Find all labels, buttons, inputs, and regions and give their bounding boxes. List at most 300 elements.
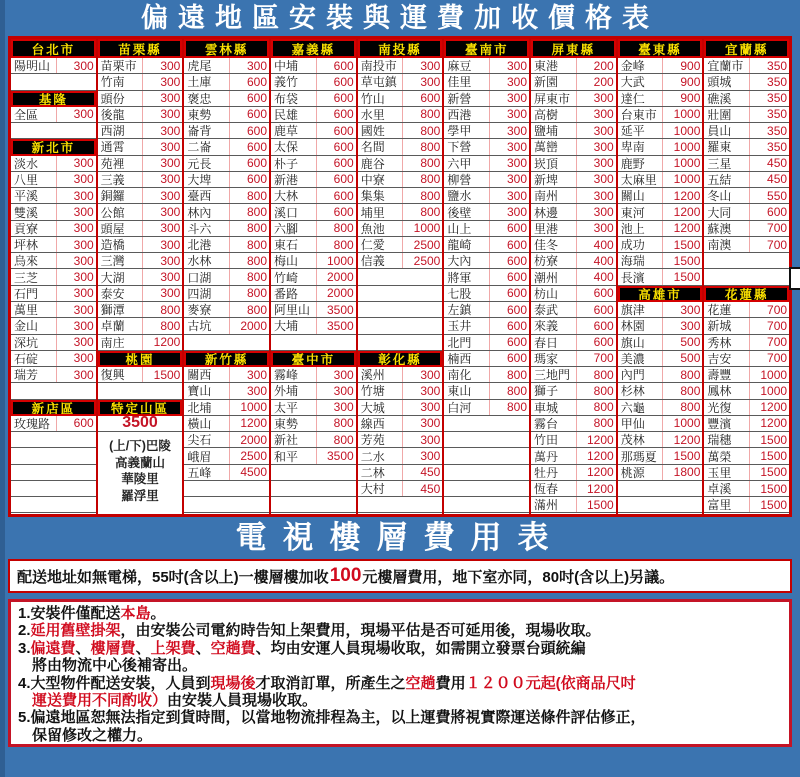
fee-value: 600 — [489, 269, 529, 284]
district-name: 崁頂 — [534, 156, 559, 171]
fee-row — [444, 221, 529, 237]
district-name: 新城 — [707, 319, 732, 334]
region-header: 高雄市 — [618, 286, 703, 302]
empty-cell — [184, 497, 269, 513]
fee-value: 300 — [142, 139, 182, 154]
empty-cell — [704, 269, 789, 285]
note-highlight: 本島 — [120, 605, 151, 622]
empty-cell — [618, 481, 703, 497]
district-name: 石門 — [14, 286, 39, 301]
district-name: 金峰 — [620, 59, 645, 74]
fee-value: 300 — [229, 58, 269, 73]
fee-row — [98, 318, 183, 334]
fee-value: 400 — [576, 269, 616, 284]
fee-row — [184, 188, 269, 204]
fee-value: 1500 — [662, 253, 702, 268]
empty-cell — [271, 335, 356, 351]
district-name: 竹塘 — [360, 384, 385, 399]
fee-row — [271, 123, 356, 139]
district-name: 學甲 — [447, 124, 472, 139]
district-name: 東河 — [620, 205, 645, 220]
fee-value: 2500 — [402, 253, 442, 268]
fee-row — [98, 237, 183, 253]
fee-value: 300 — [142, 172, 182, 187]
county-column — [184, 39, 271, 514]
fee-note-text: 元樓層費用，地下室亦同，80吋(含以上)另議。 — [362, 568, 675, 586]
fee-value: 800 — [402, 188, 442, 203]
fee-value: 700 — [749, 221, 789, 236]
district-name: 竹山 — [360, 91, 385, 106]
fee-row — [184, 74, 269, 90]
fee-row — [704, 221, 789, 237]
county-column — [531, 39, 618, 514]
district-name: 寶山 — [187, 384, 212, 399]
empty-cell — [444, 497, 529, 513]
fee-row — [704, 237, 789, 253]
district-name: 東山 — [447, 384, 472, 399]
district-name: 來義 — [534, 319, 559, 334]
fee-row — [444, 318, 529, 334]
fee-value: 1500 — [662, 448, 702, 463]
fee-value: 800 — [662, 400, 702, 415]
note-text: 。 — [150, 605, 166, 622]
fee-row — [271, 269, 356, 285]
district-name: 崙背 — [187, 124, 212, 139]
district-name: 麻豆 — [447, 59, 472, 74]
district-name: 下營 — [447, 140, 472, 155]
fee-value: 300 — [489, 172, 529, 187]
district-name: 玉井 — [447, 319, 472, 334]
district-name: 成功 — [620, 238, 645, 253]
fee-value: 600 — [316, 107, 356, 122]
fee-row — [358, 123, 443, 139]
district-name: 復興 — [100, 368, 125, 383]
fee-row — [184, 204, 269, 220]
fee-value: 800 — [402, 107, 442, 122]
fee-value: 300 — [489, 139, 529, 154]
fee-row — [358, 465, 443, 481]
fee-value: 600 — [576, 302, 616, 317]
fee-row — [531, 367, 616, 383]
region-header: 雲林縣 — [184, 39, 269, 58]
district-name: 外埔 — [274, 384, 299, 399]
note-line — [18, 709, 782, 726]
fee-value: 300 — [56, 253, 96, 268]
note-text: 2. — [18, 622, 31, 640]
fee-value: 300 — [402, 58, 442, 73]
fee-row — [271, 58, 356, 74]
fee-row — [358, 416, 443, 432]
district-name: 三灣 — [100, 254, 125, 269]
district-name: 橫山 — [187, 416, 212, 431]
terms-notes — [8, 599, 792, 747]
fee-value: 600 — [489, 237, 529, 252]
fee-value: 600 — [229, 123, 269, 138]
fee-row — [184, 123, 269, 139]
fee-row — [184, 269, 269, 285]
district-name: 尖石 — [187, 433, 212, 448]
empty-cell — [444, 465, 529, 481]
district-name: 羅東 — [707, 140, 732, 155]
district-name: 大埤 — [187, 173, 212, 187]
district-name: 大湖 — [100, 270, 125, 285]
fee-row — [531, 188, 616, 204]
fee-row — [184, 448, 269, 464]
fee-row — [704, 123, 789, 139]
fee-row — [98, 367, 183, 383]
fee-value: 300 — [489, 156, 529, 171]
district-name: 滿州 — [534, 498, 559, 513]
fee-value: 300 — [576, 107, 616, 122]
fee-row — [618, 91, 703, 107]
fee-value: 500 — [662, 335, 702, 350]
fee-value: 1500 — [662, 237, 702, 252]
fee-value: 300 — [56, 286, 96, 301]
district-name: 那瑪夏 — [620, 449, 657, 464]
fee-value: 600 — [316, 139, 356, 154]
fee-row — [98, 107, 183, 123]
note-highlight: 運送費用不同酌收） — [32, 692, 168, 710]
fee-row — [271, 302, 356, 318]
fee-row — [531, 497, 616, 513]
district-name: 佳冬 — [534, 238, 559, 253]
district-name: 番路 — [274, 286, 299, 301]
fee-row — [618, 465, 703, 481]
fee-value: 300 — [489, 188, 529, 203]
fee-row — [444, 91, 529, 107]
fee-row — [11, 269, 96, 285]
fee-row — [444, 156, 529, 172]
fee-value: 2500 — [229, 448, 269, 463]
fee-row — [444, 286, 529, 302]
district-name: 布袋 — [274, 91, 299, 106]
fee-value: 1200 — [576, 432, 616, 447]
fee-value: 300 — [229, 367, 269, 382]
fee-value: 1000 — [662, 139, 702, 154]
district-name: 大同 — [707, 205, 732, 220]
district-name: 頭份 — [100, 91, 125, 106]
fee-value: 1000 — [229, 400, 269, 415]
district-name: 虎尾 — [187, 59, 212, 74]
fee-row — [444, 139, 529, 155]
fee-value: 300 — [142, 123, 182, 138]
edge-artifact — [789, 267, 800, 290]
district-name: 埔里 — [360, 205, 385, 220]
district-name: 屏東市 — [534, 91, 571, 106]
fee-row — [98, 269, 183, 285]
fee-value: 1000 — [749, 367, 789, 382]
district-name: 霧峰 — [274, 368, 299, 383]
empty-cell — [184, 335, 269, 351]
fee-row — [271, 367, 356, 383]
county-column — [358, 39, 445, 514]
fee-value: 300 — [402, 400, 442, 415]
fee-row — [98, 91, 183, 107]
district-name: 卑南 — [620, 140, 645, 155]
fee-value: 600 — [229, 91, 269, 106]
region-header: 花蓮縣 — [704, 286, 789, 302]
fee-row — [444, 107, 529, 123]
note-text: 保留修改之權力。 — [32, 726, 153, 744]
fee-row — [184, 286, 269, 302]
empty-cell — [444, 448, 529, 464]
district-name: 芳苑 — [360, 433, 385, 448]
district-name: 和平 — [274, 449, 299, 464]
empty-cell — [358, 318, 443, 334]
note-line — [18, 605, 782, 622]
note-text: 、 — [135, 639, 151, 657]
fee-row — [444, 172, 529, 188]
district-name: 臺西 — [187, 189, 212, 204]
fee-value: 300 — [316, 367, 356, 382]
fee-value: 600 — [749, 204, 789, 219]
fee-row — [11, 58, 96, 74]
fee-value: 800 — [576, 367, 616, 382]
fee-row — [98, 204, 183, 220]
district-name: 達仁 — [620, 91, 645, 106]
empty-cell — [358, 497, 443, 513]
fee-row — [271, 400, 356, 416]
district-name: 全區 — [14, 107, 39, 122]
county-column — [444, 39, 531, 514]
note-text: 將由物流中心後補寄出。 — [32, 657, 198, 675]
fee-row — [11, 253, 96, 269]
fee-value: 1200 — [229, 416, 269, 431]
fee-value: 3500 — [316, 448, 356, 463]
fee-row — [358, 237, 443, 253]
fee-row — [98, 302, 183, 318]
fee-row — [358, 383, 443, 399]
district-name: 南澳 — [707, 238, 732, 253]
region-header: 基隆 — [11, 91, 96, 107]
fee-value: 600 — [489, 302, 529, 317]
fee-row — [184, 253, 269, 269]
fee-row — [358, 91, 443, 107]
district-name: 蘇澳 — [707, 221, 732, 236]
fee-row — [531, 156, 616, 172]
fee-row — [271, 286, 356, 302]
district-name: 草屯鎮 — [360, 75, 397, 90]
floor-fee-title: 電視樓層費用表 — [235, 520, 565, 555]
district-name: 土庫 — [187, 75, 212, 90]
fee-row — [271, 156, 356, 172]
fee-value: 700 — [749, 237, 789, 252]
fee-row — [444, 237, 529, 253]
fee-row — [531, 58, 616, 74]
fee-row — [358, 204, 443, 220]
fee-value: 600 — [316, 172, 356, 187]
fee-value: 450 — [402, 465, 442, 480]
district-name: 南化 — [447, 368, 472, 383]
fee-value: 800 — [402, 123, 442, 138]
fee-value: 300 — [489, 74, 529, 89]
district-name: 朴子 — [274, 156, 299, 171]
district-name: 線西 — [360, 416, 385, 431]
fee-value: 1500 — [576, 497, 616, 512]
region-header: 彰化縣 — [358, 351, 443, 367]
county-column — [704, 39, 789, 514]
note-line — [18, 675, 782, 692]
fee-value: 3500 — [316, 302, 356, 317]
fee-value: 600 — [489, 221, 529, 236]
fee-row — [704, 318, 789, 334]
note-line — [18, 692, 782, 709]
district-name: 大村 — [360, 482, 385, 497]
fee-row — [358, 221, 443, 237]
fee-row — [184, 156, 269, 172]
empty-cell — [271, 465, 356, 481]
note-line — [18, 640, 782, 657]
district-name: 海瑞 — [620, 254, 645, 269]
fee-value: 800 — [402, 156, 442, 171]
note-text: 、 — [75, 639, 91, 657]
fee-row — [531, 204, 616, 220]
district-name: 大埔 — [274, 319, 299, 334]
district-name: 古坑 — [187, 319, 212, 334]
district-name: 元長 — [187, 156, 212, 171]
district-name: 里港 — [534, 221, 559, 236]
note-text: 、 — [195, 639, 211, 657]
fee-value: 1200 — [749, 400, 789, 415]
district-name: 大林 — [274, 189, 299, 204]
fee-value: 300 — [402, 367, 442, 382]
note-line — [18, 657, 782, 674]
fee-row — [704, 188, 789, 204]
district-name: 鹽水 — [447, 189, 472, 204]
fee-value: 800 — [229, 286, 269, 301]
fee-value: 300 — [56, 58, 96, 73]
fee-value: 300 — [489, 123, 529, 138]
fee-row — [98, 286, 183, 302]
district-name: 萬丹 — [534, 449, 559, 464]
district-name: 太麻里 — [620, 173, 657, 187]
fee-value: 300 — [576, 188, 616, 203]
empty-cell — [11, 497, 96, 513]
fee-value: 1000 — [662, 123, 702, 138]
fee-row — [11, 107, 96, 123]
fee-value: 1000 — [662, 416, 702, 431]
fee-row — [358, 156, 443, 172]
district-name: 台東市 — [620, 107, 657, 122]
district-name: 水里 — [360, 107, 385, 122]
fee-value: 800 — [229, 253, 269, 268]
district-name: 三義 — [100, 173, 125, 187]
empty-cell — [11, 383, 96, 399]
fee-value: 600 — [316, 204, 356, 219]
note-text: 5.偏遠地區恕無法指定到貨時間，以當地物流排程為主，以上運費將視實際運送條件評估修正， — [18, 709, 646, 727]
district-name: 礁溪 — [707, 91, 732, 106]
fee-value: 200 — [576, 74, 616, 89]
fee-table — [8, 36, 792, 517]
fee-row — [98, 221, 183, 237]
district-name: 東勢 — [274, 416, 299, 431]
fee-value: 600 — [316, 91, 356, 106]
region-header: 宜蘭縣 — [704, 39, 789, 58]
fee-value: 350 — [749, 123, 789, 138]
fee-value: 1200 — [576, 448, 616, 463]
fee-value: 450 — [749, 172, 789, 187]
fee-row — [531, 123, 616, 139]
district-name: 石碇 — [14, 351, 39, 366]
special-area-line: 羅浮里 — [121, 488, 159, 503]
fee-row — [444, 74, 529, 90]
district-name: 新營 — [447, 91, 472, 106]
fee-row — [358, 139, 443, 155]
fee-value: 1200 — [142, 335, 182, 350]
fee-row — [704, 302, 789, 318]
fee-row — [704, 74, 789, 90]
fee-value: 1800 — [662, 465, 702, 480]
district-name: 公館 — [100, 205, 125, 220]
fee-value: 300 — [576, 204, 616, 219]
district-name: 獅子 — [534, 384, 559, 399]
fee-row — [444, 204, 529, 220]
fee-row — [98, 58, 183, 74]
district-name: 淡水 — [14, 156, 39, 171]
fee-value: 600 — [316, 58, 356, 73]
district-name: 銅鑼 — [100, 189, 125, 204]
district-name: 北埔 — [187, 400, 212, 415]
district-name: 甲仙 — [620, 416, 645, 431]
district-name: 美濃 — [620, 351, 645, 366]
district-name: 三星 — [707, 156, 732, 171]
fee-value: 800 — [402, 204, 442, 219]
note-highlight: 現場後 — [210, 674, 256, 692]
fee-value: 1000 — [316, 253, 356, 268]
fee-row — [271, 416, 356, 432]
page-title: 偏遠地區安裝與運費加收價格表 — [141, 3, 659, 33]
note-text: 3. — [18, 639, 31, 657]
district-name: 茂林 — [620, 433, 645, 448]
district-name: 斗六 — [187, 221, 212, 236]
fee-value: 1000 — [749, 383, 789, 398]
fee-row — [184, 107, 269, 123]
empty-cell — [11, 481, 96, 497]
fee-value: 2000 — [229, 432, 269, 447]
fee-value: 350 — [749, 139, 789, 154]
fee-row — [618, 302, 703, 318]
fee-row — [11, 335, 96, 351]
fee-value: 1500 — [749, 497, 789, 512]
fee-value: 800 — [402, 172, 442, 187]
fee-row — [618, 383, 703, 399]
fee-value: 700 — [749, 318, 789, 333]
fee-row — [11, 237, 96, 253]
district-name: 口湖 — [187, 270, 212, 285]
region-header: 臺南市 — [444, 39, 529, 58]
district-name: 深坑 — [14, 335, 39, 350]
region-header: 新竹縣 — [184, 351, 269, 367]
fee-value: 300 — [56, 172, 96, 187]
district-name: 霧台 — [534, 416, 559, 431]
fee-value: 550 — [749, 188, 789, 203]
fee-value: 300 — [489, 204, 529, 219]
fee-row — [184, 318, 269, 334]
fee-row — [704, 416, 789, 432]
fee-note-highlight: 100 — [329, 565, 362, 586]
fee-row — [531, 416, 616, 432]
note-line — [18, 622, 782, 639]
fee-value: 300 — [142, 188, 182, 203]
district-name: 後壁 — [447, 205, 472, 220]
district-name: 平溪 — [14, 189, 39, 204]
empty-cell — [271, 481, 356, 497]
fee-row — [444, 302, 529, 318]
district-name: 魚池 — [360, 221, 385, 236]
empty-cell — [358, 286, 443, 302]
fee-value: 300 — [576, 91, 616, 106]
district-name: 萬里 — [14, 303, 39, 318]
